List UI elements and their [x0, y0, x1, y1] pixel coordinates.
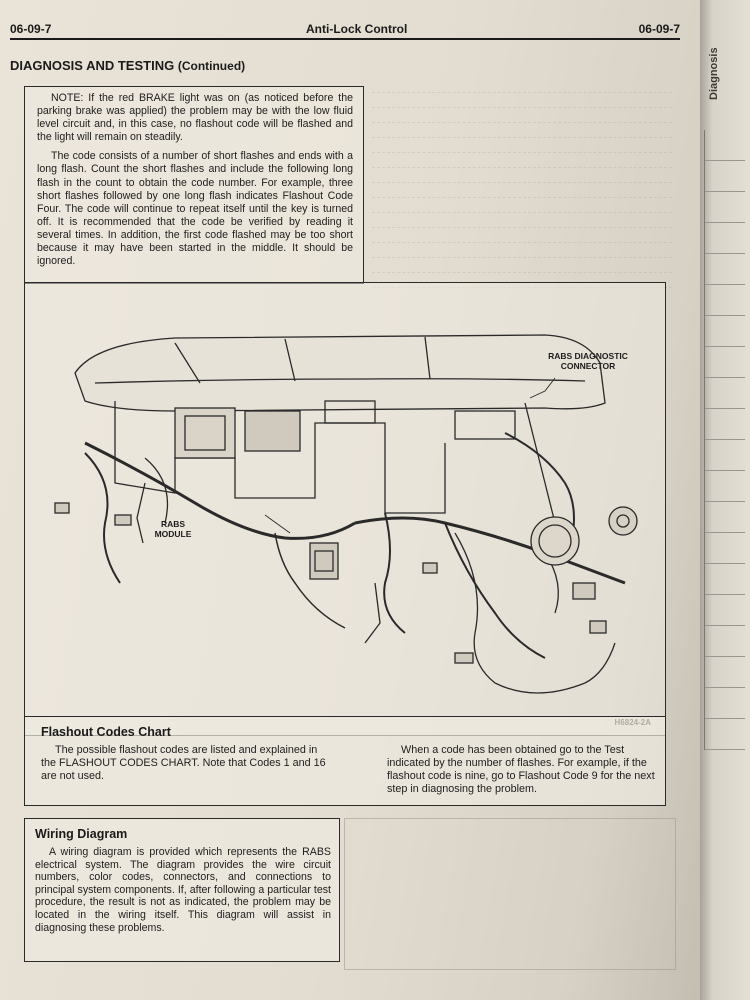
page-header: [10, 18, 680, 40]
note-text: [37, 92, 353, 274]
section-title-text: DIAGNOSIS AND TESTING: [10, 58, 175, 73]
reverse-side-table-show-through: [344, 818, 676, 970]
section-title-continued: (Continued): [177, 59, 246, 73]
page-number-left: 06-09-7: [10, 22, 52, 36]
chapter-title: Anti-Lock Control: [306, 22, 408, 36]
note-box: [24, 86, 364, 284]
dashboard-wiring-figure: [24, 282, 666, 736]
note-paragraph-warning: NOTE: If the red BRAKE light was on (as noticed before the parking brake was applied) the problem may be with the low fluid level circuit and, in this case, no flashout code will be flashed and the light will remain on steadily.: [37, 92, 353, 144]
page-number-right: 06-09-7: [638, 22, 680, 36]
adjacent-page-tab: Diagnosis: [708, 47, 720, 100]
flashout-chart-heading: Flashout Codes Chart: [41, 725, 171, 739]
label-diagnostic-connector: RABS DIAGNOSTIC CONNECTOR: [548, 351, 628, 371]
flashout-codes-chart-box: [24, 716, 666, 806]
flashout-chart-text-left: The possible flashout codes are listed and explained in the FLASHOUT CODES CHART. Note that Codes 1 and 16 are not used.: [41, 744, 326, 782]
adjacent-page-table: [704, 130, 745, 750]
note-paragraph-code-explanation: The code consists of a number of short flashes and ends with a long flash. Count the short flashes and include the following long flash in the count to obtain the code number. For example, three short flashes followed by one long flash indicates Flashout Code Four. The code will continue to repeat itself until the key is turned off. It is recommended that the code be verified by reading it several times. In addition, the first code flashed may be too short because it may have been started in the middle. It should be ignored.: [37, 150, 353, 268]
wiring-diagram-box: [24, 818, 340, 962]
wiring-diagram-heading: Wiring Diagram: [35, 827, 128, 841]
wiring-diagram-text: A wiring diagram is provided which represents the RABS electrical system. The diagram provides the wire circuit numbers, color codes, connectors, and connections to principal system components. If, after following a particular test procedure, the result is not as indicated, the problem may be located in the wiring itself. This diagram will assist in diagnosing these problems.: [35, 846, 331, 934]
section-title: [10, 58, 245, 73]
label-rabs-module: RABS MODULE: [154, 519, 192, 539]
flashout-chart-text-right: When a code has been obtained go to the Test indicated by the number of flashes. For example, if the flashout code is nine, go to Flashout Code 9 for the next step in diagnosing the problem.: [387, 744, 655, 795]
adjacent-page-edge: [700, 0, 750, 1000]
reverse-side-show-through: [372, 80, 672, 290]
